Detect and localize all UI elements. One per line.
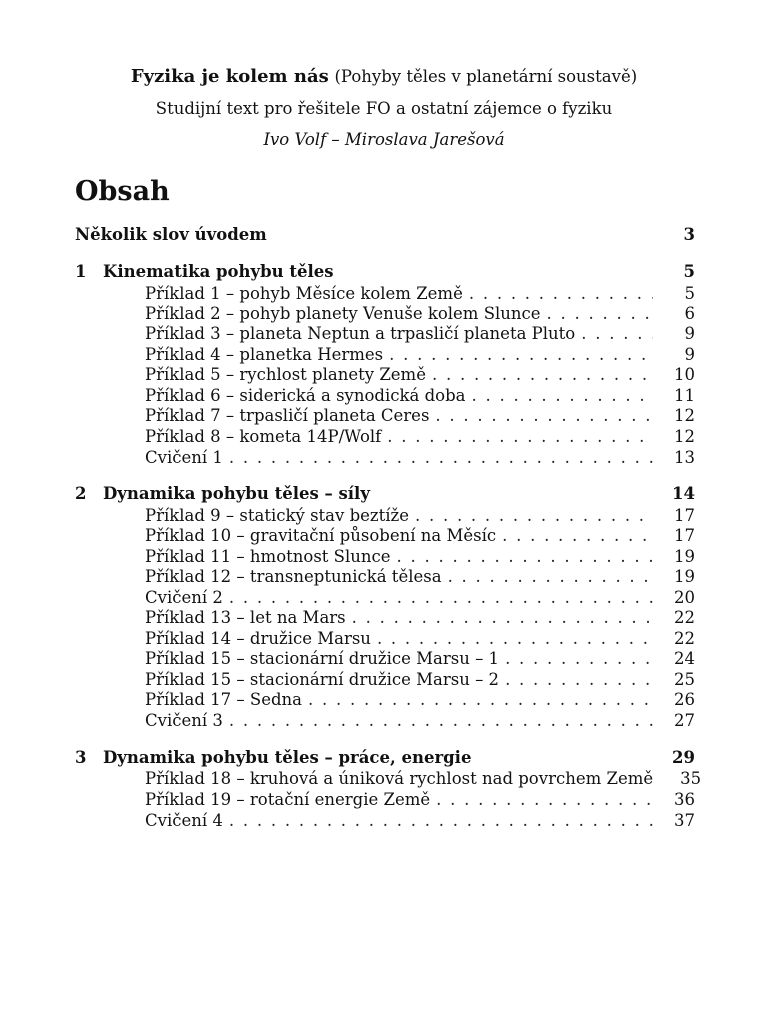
- leader-dots: [505, 649, 653, 669]
- leader-dots: [502, 526, 653, 546]
- entry-title: Příklad 6 – siderická a synodická doba: [145, 386, 466, 405]
- entry-title: Příklad 18 – kruhová a úniková rychlost nad povrchem Země: [145, 769, 654, 788]
- entry-page: 17: [674, 526, 695, 545]
- entry-title: Příklad 15 – stacionární družice Marsu – 2: [145, 670, 500, 689]
- leader-dots: [308, 690, 653, 710]
- toc-entry[interactable]: [145, 324, 695, 344]
- entry-page: 22: [674, 629, 695, 648]
- leader-dots: [387, 427, 653, 447]
- chapter-title: Dynamika pohybu těles – síly: [103, 484, 370, 503]
- chapter-title: Dynamika pohybu těles – práce, energie: [103, 748, 472, 767]
- document-authors: Ivo Volf – Miroslava Jarešová: [263, 130, 505, 149]
- entry-title: Příklad 7 – trpasličí planeta Ceres: [145, 406, 430, 425]
- entry-page: 35: [680, 769, 702, 788]
- entry-title: Příklad 13 – let na Mars: [145, 608, 346, 627]
- leader-dots: [547, 304, 653, 324]
- toc-entry[interactable]: [145, 427, 695, 447]
- chapter-title: Kinematika pohybu těles: [103, 262, 334, 281]
- entry-title: Příklad 8 – kometa 14P/Wolf: [145, 427, 382, 446]
- entry-title: Příklad 3 – planeta Neptun a trpasličí planeta Pluto: [145, 324, 576, 343]
- toc-entry[interactable]: [145, 284, 695, 304]
- chapter-number: 1: [75, 262, 87, 281]
- entry-page: 10: [674, 365, 695, 384]
- entry-page: 25: [674, 670, 695, 689]
- entry-title: Příklad 2 – pohyb planety Venuše kolem Slunce: [145, 304, 541, 323]
- chapter-number: 3: [75, 748, 87, 767]
- toc-entry[interactable]: [145, 448, 695, 468]
- entry-page: 11: [674, 386, 695, 405]
- entry-title: Příklad 11 – hmotnost Slunce: [145, 547, 391, 566]
- toc-entry[interactable]: [145, 811, 695, 831]
- toc-intro-title: Několik slov úvodem: [75, 225, 267, 244]
- toc-entry[interactable]: [145, 608, 695, 628]
- title-parenthetical: (Pohyby těles v planetární soustavě): [334, 67, 638, 86]
- entry-page: 17: [674, 506, 695, 525]
- entry-title: Příklad 14 – družice Marsu: [145, 629, 371, 648]
- entry-page: 24: [674, 649, 695, 668]
- document-subtitle: Studijní text pro řešitele FO a ostatní zájemce o fyziku: [155, 99, 613, 118]
- entry-page: 20: [674, 588, 695, 607]
- toc-entry[interactable]: [145, 386, 695, 406]
- leader-dots: [505, 670, 653, 690]
- entry-page: 37: [674, 811, 695, 830]
- entry-page: 19: [674, 567, 695, 586]
- toc-chapter-1[interactable]: [75, 262, 695, 282]
- toc-entry[interactable]: [145, 547, 695, 567]
- toc-entry[interactable]: [145, 670, 695, 690]
- entry-title: Příklad 12 – transneptunická tělesa: [145, 567, 442, 586]
- toc-entry[interactable]: [145, 365, 695, 385]
- entry-title: Cvičení 2: [145, 588, 223, 607]
- entry-title: Příklad 17 – Sedna: [145, 690, 303, 709]
- leader-dots: [448, 567, 653, 587]
- toc-entry[interactable]: [145, 526, 695, 546]
- chapter-page: 5: [683, 262, 695, 281]
- toc-chapter-3[interactable]: [75, 748, 695, 768]
- toc-entry[interactable]: [145, 345, 695, 365]
- toc-entry[interactable]: [145, 406, 695, 426]
- entry-page: 12: [674, 406, 695, 425]
- leader-dots: [229, 448, 653, 468]
- toc-entry[interactable]: [145, 629, 695, 649]
- entry-title: Příklad 9 – statický stav beztíže: [145, 506, 409, 525]
- leader-dots: [229, 711, 653, 731]
- leader-dots: [581, 324, 653, 344]
- leader-dots: [377, 629, 653, 649]
- leader-dots: [435, 406, 653, 426]
- entry-page: 36: [674, 790, 695, 809]
- toc-entry[interactable]: [145, 506, 695, 526]
- toc-entry[interactable]: [145, 649, 695, 669]
- toc-chapter-2[interactable]: [75, 484, 695, 504]
- entry-title: Příklad 10 – gravitační působení na Měsíc: [145, 526, 497, 545]
- entry-page: 27: [674, 711, 695, 730]
- chapter-page: 14: [672, 484, 695, 503]
- leader-dots: [415, 506, 653, 526]
- entry-page: 5: [684, 284, 695, 303]
- toc-entry[interactable]: [145, 711, 695, 731]
- leader-dots: [432, 365, 653, 385]
- entry-page: 22: [674, 608, 695, 627]
- toc-entry[interactable]: [145, 304, 695, 324]
- leader-dots: [229, 811, 653, 831]
- leader-dots: [352, 608, 653, 628]
- entry-page: 19: [674, 547, 695, 566]
- title-main: Fyzika je kolem nás: [130, 66, 329, 87]
- entry-title: Cvičení 3: [145, 711, 223, 730]
- entry-title: Příklad 1 – pohyb Měsíce kolem Země: [145, 284, 463, 303]
- entry-page: 6: [684, 304, 695, 323]
- toc-heading: Obsah: [75, 176, 170, 207]
- chapter-number: 2: [75, 484, 87, 503]
- entry-title: Cvičení 4: [145, 811, 223, 830]
- entry-title: Příklad 15 – stacionární družice Marsu – 1: [145, 649, 500, 668]
- leader-dots: [389, 345, 653, 365]
- entry-title: Příklad 5 – rychlost planety Země: [145, 365, 426, 384]
- toc-intro-page: 3: [683, 225, 695, 244]
- chapter-page: 29: [672, 748, 695, 767]
- entry-page: 9: [684, 345, 695, 364]
- toc-entry[interactable]: [145, 567, 695, 587]
- entry-page: 26: [674, 690, 695, 709]
- leader-dots: [229, 588, 653, 608]
- toc-entry[interactable]: [145, 690, 695, 710]
- entry-page: 13: [674, 448, 695, 467]
- entry-page: 9: [684, 324, 695, 343]
- toc-entry[interactable]: [145, 769, 702, 789]
- document-title: [0, 66, 768, 87]
- entry-title: Příklad 4 – planetka Hermes: [145, 345, 384, 364]
- entry-title: Cvičení 1: [145, 448, 223, 467]
- leader-dots: [469, 284, 653, 304]
- toc-entry[interactable]: [145, 790, 695, 810]
- toc-entry[interactable]: [145, 588, 695, 608]
- entry-title: Příklad 19 – rotační energie Země: [145, 790, 431, 809]
- leader-dots: [397, 547, 653, 567]
- toc-intro-row[interactable]: [75, 225, 695, 245]
- entry-page: 12: [674, 427, 695, 446]
- leader-dots: [471, 386, 653, 406]
- leader-dots: [436, 790, 653, 810]
